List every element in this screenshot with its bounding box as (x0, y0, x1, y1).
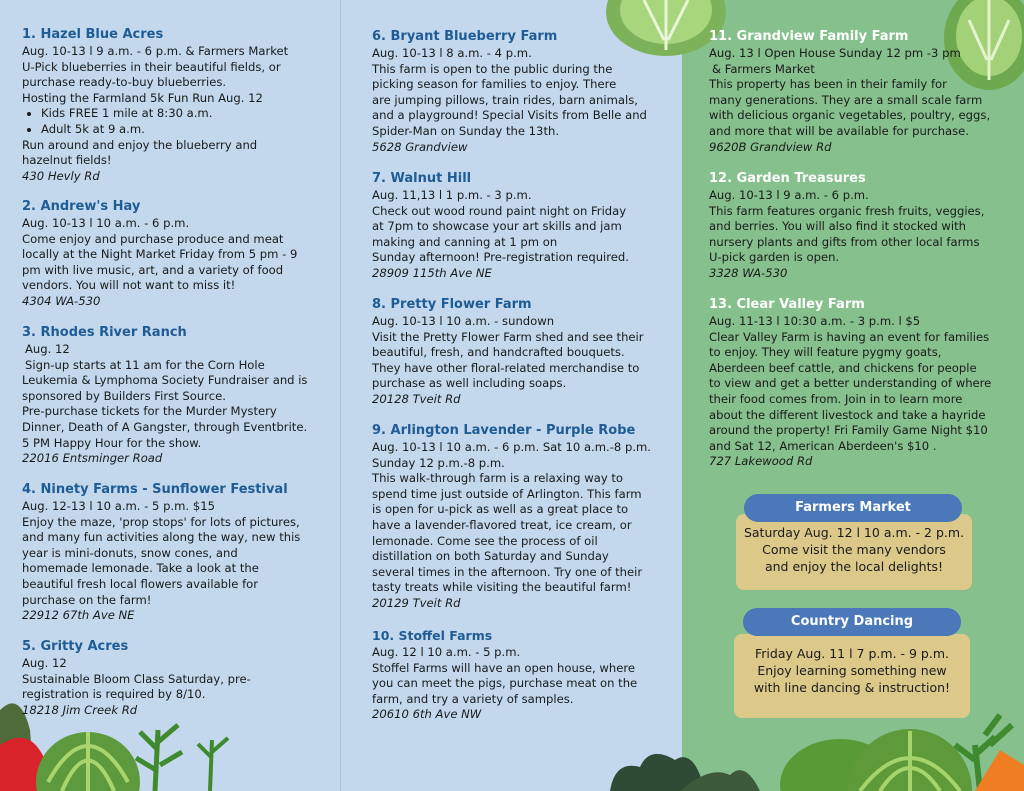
farm-listing (372, 28, 678, 155)
farm-line: 5 PM Happy Hour for the show. (22, 435, 202, 450)
farm-line: Spider-Man on Sunday the 13th. (372, 123, 560, 138)
farm-line: This walk-through farm is a relaxing way to (372, 471, 624, 486)
farm-line: and berries. You will also find it stocked with (709, 219, 967, 234)
farm-line: many generations. They are a small scale farm (709, 92, 983, 107)
farm-line: Sign-up starts at 11 am for the Corn Hole (25, 357, 265, 372)
farm-line: purchase ready-to-buy blueberries. (22, 75, 227, 90)
farm-line: about the different livestock and take a hayride (709, 407, 986, 422)
farm-listing (372, 170, 678, 282)
farm-line: Aug. 10-13 l 9 a.m. - 6 p.m. (709, 188, 869, 202)
farm-listing (372, 627, 678, 723)
farm-bullet: • Adult 5k at 9 a.m. (41, 122, 334, 138)
farm-line: their food comes from. Join in to learn more (709, 391, 963, 406)
farm-line: spend time just outside of Arlington. This farm (372, 486, 642, 501)
farm-address: 20610 6th Ave NW (372, 707, 482, 722)
farm-line: around the property! Fri Family Game Night $10 (709, 423, 988, 438)
farm-listing (372, 422, 678, 612)
farm-line: Aug. 12 (22, 656, 67, 670)
farm-bullets (22, 106, 334, 137)
farm-line: have a lavender-flavored treat, ice cream, or (372, 517, 632, 532)
farm-line: Leukemia & Lymphoma Society Fundraiser and is (22, 373, 308, 388)
farm-line: Aberdeen beef cattle, and chickens for people (709, 360, 977, 375)
farm-address: 4304 WA-530 (22, 293, 101, 308)
farm-title: 12. Garden Treasures (709, 171, 866, 186)
event-line: with line dancing & instruction! (753, 680, 951, 695)
farm-line: hazelnut fields! (22, 153, 112, 168)
farm-listing (709, 170, 1005, 282)
farm-line: lemonade. Come see the process of oil (372, 533, 598, 548)
farm-line: and more that will be available for purchase. (709, 123, 969, 138)
farm-line: beautiful fresh local flowers available for (22, 576, 259, 591)
farm-line: pm with live music, art, and a variety of food (22, 262, 284, 277)
farm-line: They have other floral-related merchandise to (372, 360, 640, 375)
farm-line: Aug. 13 l Open House Sunday 12 pm -3 pm (709, 46, 961, 60)
farm-listing (22, 324, 334, 467)
farm-line: tasty treats while visiting the beautiful farm! (372, 580, 632, 595)
farm-line: Hosting the Farmland 5k Fun Run Aug. 12 (22, 90, 263, 105)
farm-line: purchase as well including soaps. (372, 376, 567, 391)
farm-line: & Farmers Market (712, 61, 815, 76)
farm-line: to view and get a better understanding of where (709, 376, 992, 391)
farm-line: you can meet the pigs, purchase meat on the (372, 676, 638, 691)
farm-line: farm, and try a variety of samples. (372, 691, 574, 706)
farm-title: 8. Pretty Flower Farm (372, 297, 532, 312)
farm-line: Run around and enjoy the blueberry and (22, 137, 258, 152)
farm-line: This property has been in their family for (709, 77, 947, 92)
farm-address: 5628 Grandview (372, 139, 468, 154)
farm-title: 9. Arlington Lavender - Purple Robe (372, 423, 636, 438)
farm-line: are jumping pillows, train rides, barn animals, (372, 92, 638, 107)
farm-line: is open for u-pick as well as a great place to (372, 502, 629, 517)
farm-address: 727 Lakewood Rd (709, 454, 813, 469)
farm-line: This farm is open to the public during the (372, 61, 613, 76)
farm-line: Aug. 11-13 l 10:30 a.m. - 3 p.m. l $5 (709, 314, 921, 328)
farm-title: 11. Grandview Family Farm (709, 29, 909, 44)
farm-title: 6. Bryant Blueberry Farm (372, 29, 558, 44)
farm-line: picking season for families to enjoy. There (372, 77, 617, 92)
farm-address: 9620B Grandview Rd (709, 139, 832, 154)
farm-address: 20128 Tveit Rd (372, 391, 461, 406)
farm-line: vendors. You will not want to miss it! (22, 278, 236, 293)
farm-line: Enjoy the maze, 'prop stops' for lots of pictures, (22, 514, 300, 529)
farm-line: U-pick garden is open. (709, 250, 840, 265)
farm-line: Aug. 12 (25, 342, 70, 356)
event-line: and enjoy the local delights! (764, 559, 944, 574)
farm-line: year is mini-donuts, snow cones, and (22, 545, 238, 560)
farm-line: with delicious organic vegetables, poultry, eggs, (709, 108, 991, 123)
farm-line: Sunday 12 p.m.-8 p.m. (372, 455, 505, 470)
farm-listing (709, 296, 1005, 470)
farm-line: Aug. 11,13 l 1 p.m. - 3 p.m. (372, 188, 532, 202)
event-line: Come visit the many vendors (762, 542, 946, 557)
farm-line: Aug. 10-13 l 10 a.m. - sundown (372, 314, 555, 328)
farm-address: 28909 115th Ave NE (372, 265, 492, 280)
farm-line: to enjoy. They will feature pygmy goats, (709, 345, 942, 360)
farm-line: Visit the Pretty Flower Farm shed and see their (372, 329, 644, 344)
farm-line: Check out wood round paint night on Friday (372, 203, 627, 218)
farm-line: Aug. 10-13 l 9 a.m. - 6 p.m. & Farmers Market (22, 44, 289, 58)
farm-listing (22, 26, 334, 184)
farm-line: U-Pick blueberries in their beautiful fields, or (22, 59, 281, 74)
farm-line: sponsored by Builders First Source. (22, 388, 226, 403)
farm-address: 22912 67th Ave NE (22, 608, 135, 623)
farm-title: 10. Stoffel Farms (372, 628, 493, 643)
farm-address: 22016 Entsminger Road (22, 451, 163, 466)
farm-title: 2. Andrew's Hay (22, 199, 141, 214)
farm-title: 4. Ninety Farms - Sunflower Festival (22, 482, 288, 497)
farm-line: registration is required by 8/10. (22, 687, 206, 702)
farmers-market-heading: Farmers Market (744, 494, 962, 522)
farm-line: locally at the Night Market Friday from 5 pm - 9 (22, 247, 298, 262)
farm-listing (22, 481, 334, 624)
farm-title: 5. Gritty Acres (22, 639, 129, 654)
country-dancing-box (734, 634, 970, 718)
farm-line: Aug. 10-13 l 10 a.m. - 6 p.m. (22, 216, 190, 230)
farm-address: 18218 Jim Creek Rd (22, 702, 138, 717)
farm-bullet: • Kids FREE 1 mile at 8:30 a.m. (41, 106, 334, 122)
country-dancing-heading: Country Dancing (743, 608, 961, 636)
farm-title: 1. Hazel Blue Acres (22, 27, 164, 42)
farmers-market-box (736, 514, 972, 590)
farm-line: and many fun activities along the way, new this (22, 530, 301, 545)
farm-line: Clear Valley Farm is having an event for families (709, 329, 990, 344)
farm-line: Aug. 12-13 l 10 a.m. - 5 p.m. $15 (22, 499, 215, 513)
farm-line: Aug. 12 l 10 a.m. - 5 p.m. (372, 645, 521, 659)
farm-line: nursery plants and gifts from other local farms (709, 234, 980, 249)
farm-line: Stoffel Farms will have an open house, where (372, 660, 635, 675)
event-line: Enjoy learning something new (757, 663, 947, 678)
farm-title: 13. Clear Valley Farm (709, 297, 865, 312)
farm-line: Aug. 10-13 l 8 a.m. - 4 p.m. (372, 46, 532, 60)
farm-line: distillation on both Saturday and Sunday (372, 549, 609, 564)
farm-line: several times in the afternoon. Try one of their (372, 564, 643, 579)
farm-address: 3328 WA-530 (709, 265, 788, 280)
farm-line: at 7pm to showcase your art skills and jam (372, 219, 622, 234)
farm-address: 430 Hevly Rd (22, 168, 100, 183)
farm-line: and a playground! Special Visits from Belle and (372, 108, 647, 123)
farm-title: 3. Rhodes River Ranch (22, 325, 187, 340)
farm-line: and Sat 12, American Aberdeen's $10 . (709, 438, 937, 453)
farm-line: making and canning at 1 pm on (372, 234, 558, 249)
farm-line: purchase on the farm! (22, 592, 152, 607)
event-line: Friday Aug. 11 l 7 p.m. - 9 p.m. (755, 646, 949, 661)
farm-title: 7. Walnut Hill (372, 171, 472, 186)
farm-listing (372, 296, 678, 408)
farm-line: beautiful, fresh, and handcrafted bouquets. (372, 345, 625, 360)
farm-line: This farm features organic fresh fruits, veggies, (709, 203, 985, 218)
farm-line: Come enjoy and purchase produce and meat (22, 231, 284, 246)
farm-address: 20129 Tveit Rd (372, 595, 461, 610)
farm-line: Sustainable Bloom Class Saturday, pre- (22, 671, 251, 686)
farm-listing (22, 198, 334, 310)
farm-listing (709, 28, 1005, 155)
event-line: Saturday Aug. 12 l 10 a.m. - 2 p.m. (743, 525, 965, 540)
farm-listing (22, 638, 334, 718)
farm-line: Dinner, Death of A Gangster, through Eventbrite. (22, 419, 308, 434)
farm-line: Sunday afternoon! Pre-registration required. (372, 250, 629, 265)
farm-line: homemade lemonade. Take a look at the (22, 561, 259, 576)
farm-line: Pre-purchase tickets for the Murder Mystery (22, 404, 277, 419)
farm-line: Aug. 10-13 l 10 a.m. - 6 p.m. Sat 10 a.m.-8 p.m. (372, 440, 651, 454)
